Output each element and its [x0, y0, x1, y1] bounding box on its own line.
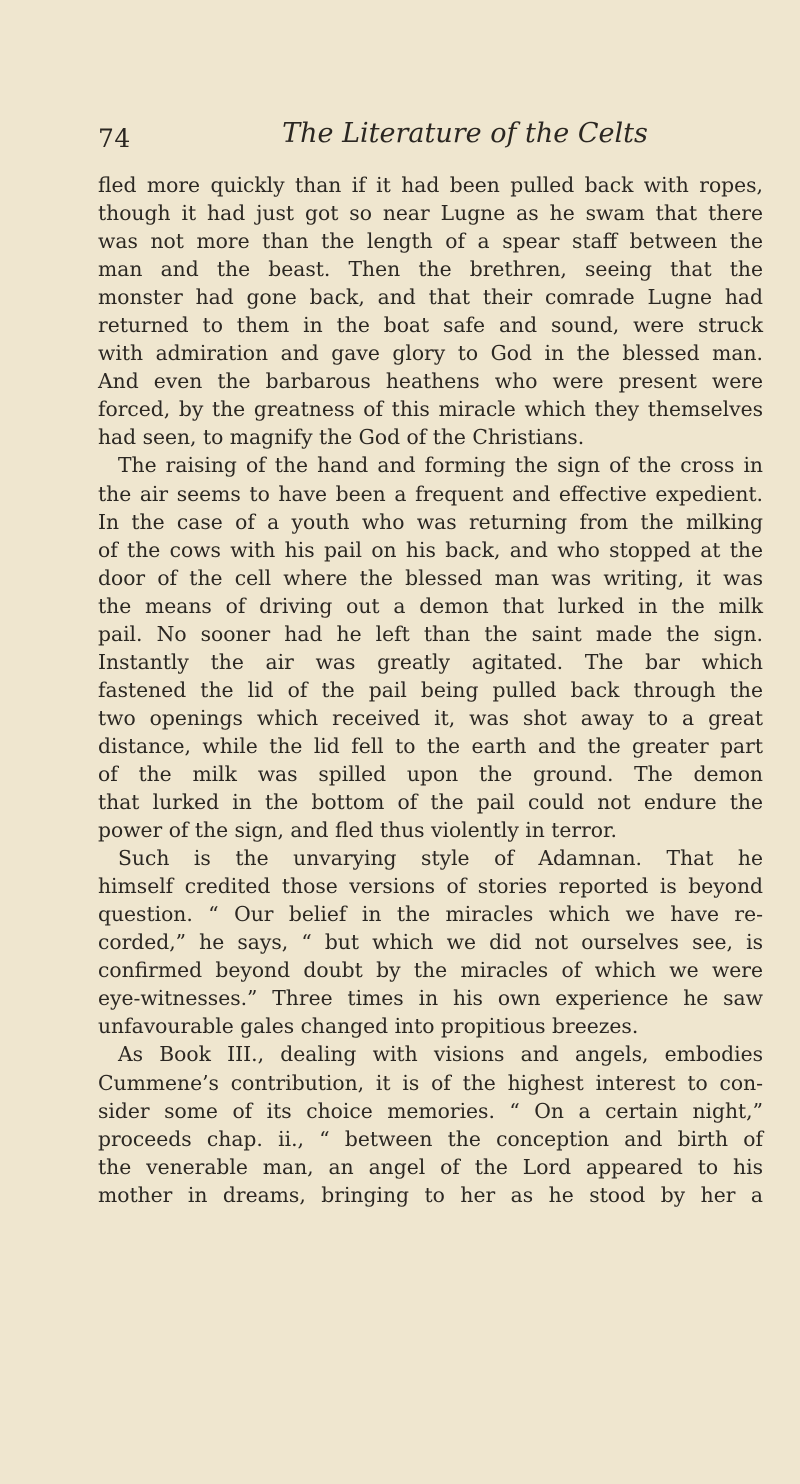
- text-line: As Book III., dealing with visions and angels, embodies: [118, 1042, 763, 1067]
- text-line: question. “ Our belief in the miracles which we have re-: [98, 902, 763, 927]
- text-line: proceeds chap. ii., “ between the conception and birth of: [98, 1126, 763, 1151]
- text-line: And even the barbarous heathens who were present were: [98, 369, 763, 394]
- running-title: The Literature of the Celts: [282, 118, 648, 149]
- text-line: distance, while the lid fell to the earth and the greater part: [98, 733, 763, 758]
- text-line: the air seems to have been a frequent and effective expedient.: [98, 481, 763, 506]
- body-text: [98, 171, 763, 1209]
- running-head: [98, 118, 762, 154]
- text-line: unfavourable gales changed into propitious breezes.: [98, 1014, 639, 1039]
- text-line: though it had just got so near Lugne as he swam that there: [98, 201, 763, 226]
- text-line: pail. No sooner had he left than the saint made the sign.: [98, 621, 763, 646]
- text-line: power of the sign, and fled thus violently in terror.: [98, 818, 617, 843]
- text-line: returned to them in the boat safe and sound, were struck: [98, 313, 763, 338]
- text-line: with admiration and gave glory to God in the blessed man.: [98, 341, 763, 366]
- text-line: was not more than the length of a spear staff between the: [98, 229, 763, 254]
- text-line: mother in dreams, bringing to her as he stood by her a: [98, 1182, 763, 1207]
- text-line: eye-witnesses.” Three times in his own experience he saw: [98, 986, 763, 1011]
- text-line: corded,” he says, “ but which we did not ourselves see, is: [98, 930, 763, 955]
- text-line: himself credited those versions of stories reported is beyond: [98, 874, 763, 899]
- text-line: confirmed beyond doubt by the miracles of which we were: [98, 958, 763, 983]
- text-line: The raising of the hand and forming the sign of the cross in: [118, 453, 763, 478]
- text-line: of the milk was spilled upon the ground. The demon: [98, 761, 763, 786]
- text-line: the venerable man, an angel of the Lord appeared to his: [98, 1154, 763, 1179]
- text-line: Cummene’s contribution, it is of the highest interest to con-: [98, 1070, 763, 1095]
- text-line: Instantly the air was greatly agitated. The bar which: [98, 649, 763, 674]
- text-line: man and the beast. Then the brethren, seeing that the: [98, 257, 763, 282]
- text-line: forced, by the greatness of this miracle which they themselves: [98, 397, 763, 422]
- text-line: In the case of a youth who was returning from the milking: [98, 509, 763, 534]
- text-line: the means of driving out a demon that lurked in the milk: [98, 593, 763, 618]
- text-line: had seen, to magnify the God of the Christians.: [98, 425, 585, 450]
- text-line: two openings which received it, was shot away to a great: [98, 705, 763, 730]
- text-line: of the cows with his pail on his back, and who stopped at the: [98, 537, 763, 562]
- text-line: that lurked in the bottom of the pail could not endure the: [98, 790, 763, 815]
- text-line: monster had gone back, and that their comrade Lugne had: [98, 285, 763, 310]
- page-number: 74: [98, 124, 131, 153]
- text-line: sider some of its choice memories. “ On a certain night,”: [98, 1098, 763, 1123]
- text-line: fled more quickly than if it had been pulled back with ropes,: [98, 173, 763, 197]
- text-line: Such is the unvarying style of Adamnan. That he: [118, 846, 763, 871]
- text-line: fastened the lid of the pail being pulled back through the: [98, 677, 763, 702]
- text-line: door of the cell where the blessed man was writing, it was: [98, 565, 763, 590]
